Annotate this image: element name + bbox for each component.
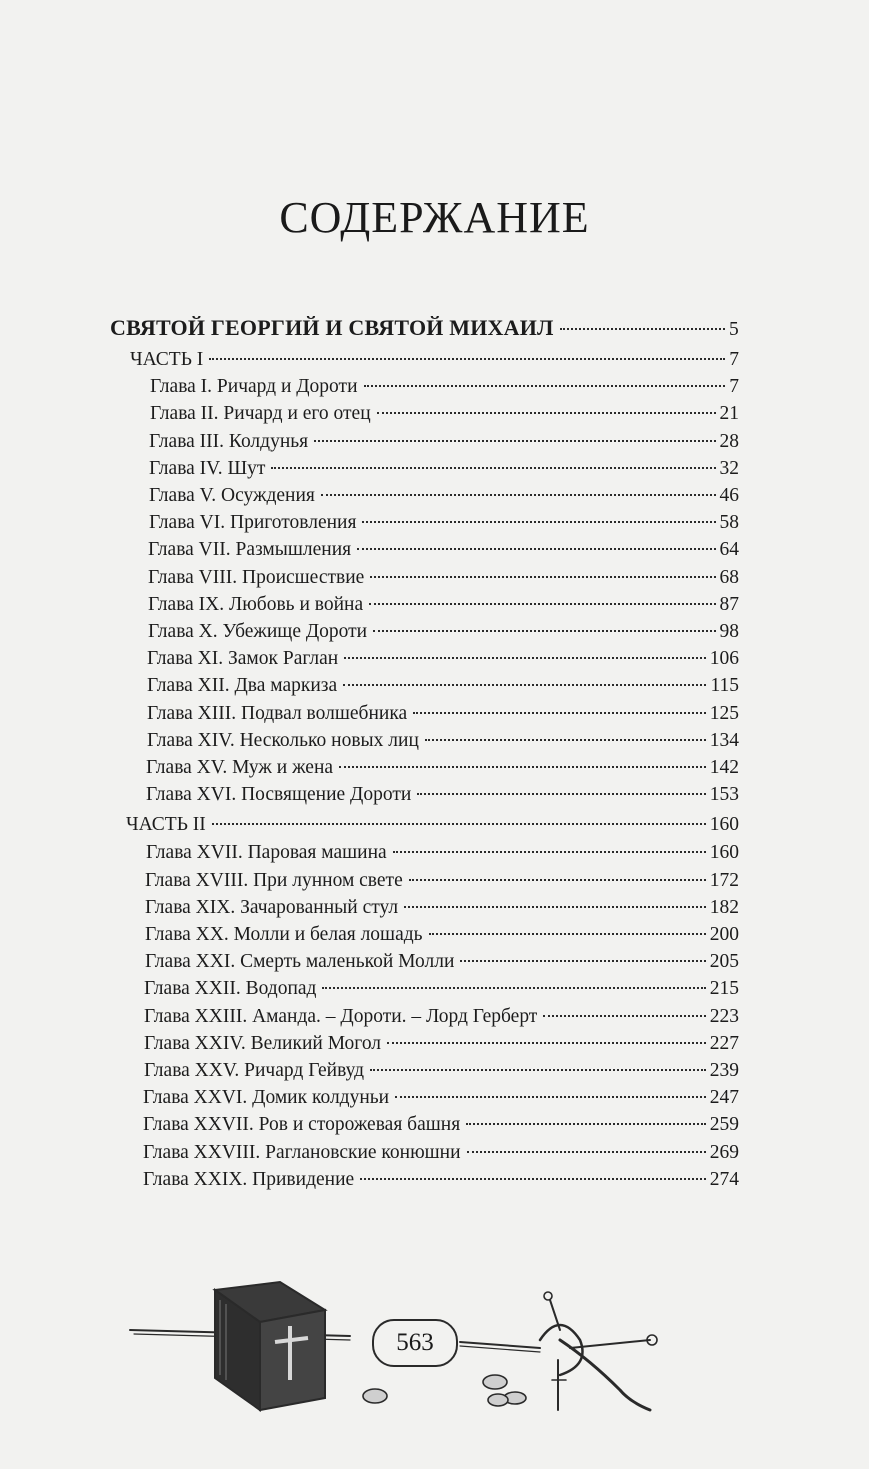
toc-chapter-entry	[144, 1032, 739, 1056]
toc-chapter-entry	[150, 375, 739, 399]
toc-entry-title: Глава V. Осуждения	[149, 485, 315, 506]
toc-entry-title: СВЯТОЙ ГЕОРГИЙ И СВЯТОЙ МИХАИЛ	[110, 315, 554, 340]
toc-entry-title: Глава VI. Приготовления	[149, 512, 357, 534]
toc-entry-title: Глава XXIX. Привидение	[143, 1168, 355, 1190]
dot-leader	[543, 1015, 705, 1017]
dot-leader	[364, 385, 726, 387]
dot-leader	[395, 1096, 706, 1098]
dot-leader	[370, 576, 715, 578]
dot-leader	[467, 1151, 706, 1153]
toc-entry-title: Глава VII. Размышления	[148, 539, 352, 561]
toc-entry-page: 68	[719, 566, 739, 588]
toc-entry-page: 227	[709, 1032, 739, 1054]
toc-chapter-entry	[147, 729, 739, 753]
toc-chapter-entry	[143, 1086, 739, 1110]
dot-leader	[209, 358, 725, 360]
toc-chapter-entry	[143, 1113, 739, 1137]
dot-leader	[377, 412, 716, 414]
toc-chapter-entry	[143, 1141, 739, 1165]
toc-entry-title: Глава XVII. Паровая машина	[146, 842, 387, 864]
dot-leader	[466, 1123, 706, 1125]
dot-leader	[413, 712, 706, 714]
dot-leader	[425, 739, 706, 741]
page-number: 563	[372, 1319, 458, 1367]
toc-chapter-entry	[148, 593, 739, 617]
toc-entry-page: 142	[709, 757, 739, 778]
toc-entry-page: 153	[709, 784, 739, 806]
toc-chapter-entry	[147, 702, 739, 726]
toc-entry-title: Глава XXIII. Аманда. – Дороти. – Лорд Герберт	[144, 1005, 538, 1027]
toc-chapter-entry	[149, 430, 739, 454]
dot-leader	[212, 823, 706, 825]
toc-entry-page: 7	[729, 376, 739, 398]
dot-leader	[344, 657, 706, 659]
toc-entry-page: 160	[709, 842, 739, 864]
toc-chapter-entry	[144, 1005, 739, 1029]
dot-leader	[560, 328, 725, 330]
toc-entry-page: 239	[709, 1060, 739, 1081]
toc-chapter-entry	[146, 841, 739, 865]
toc-entry-page: 5	[729, 319, 739, 340]
toc-chapter-entry	[147, 674, 739, 698]
toc-chapter-entry	[149, 457, 739, 481]
dot-leader	[409, 879, 706, 881]
dot-leader	[360, 1178, 706, 1180]
toc-entry-title: Глава X. Убежище Дороти	[148, 621, 368, 642]
dot-leader	[357, 548, 715, 550]
toc-entry-page: 205	[709, 951, 739, 973]
toc-chapter-entry	[148, 538, 739, 562]
toc-entry-page: 32	[719, 457, 739, 479]
toc-entry-title: Глава XII. Два маркиза	[147, 675, 338, 697]
book-icon	[215, 1282, 325, 1410]
toc-entry-page: 215	[709, 978, 739, 1000]
toc-entry-title: ЧАСТЬ I	[130, 349, 204, 370]
toc-chapter-entry	[145, 950, 739, 974]
toc-entry-title: Глава IX. Любовь и война	[148, 593, 364, 615]
toc-entry-page: 21	[719, 403, 739, 425]
page-title: СОДЕРЖАНИЕ	[279, 193, 590, 242]
toc-entry-title: Глава XXVIII. Раглановские конюшни	[143, 1141, 461, 1163]
dot-leader	[271, 467, 715, 469]
coins-icon	[363, 1375, 526, 1406]
toc-entry-page: 106	[709, 648, 739, 670]
toc-entry-title: Глава XIV. Несколько новых лиц	[147, 729, 419, 751]
toc-entry-title: ЧАСТЬ II	[126, 814, 206, 836]
dot-leader	[429, 933, 706, 935]
toc-entry-title: Глава IV. Шут	[149, 457, 266, 479]
dot-leader	[314, 440, 715, 442]
toc-entry-page: 98	[719, 621, 739, 642]
toc-entry-page: 247	[709, 1087, 739, 1109]
toc-entry-page: 46	[719, 485, 739, 506]
toc-entry-page: 125	[709, 702, 739, 724]
toc-entry-title: Глава III. Колдунья	[149, 430, 309, 452]
toc-entry-page: 134	[709, 729, 739, 751]
toc-entry-title: Глава XVIII. При лунном свете	[145, 869, 403, 891]
dot-leader	[393, 851, 706, 853]
toc-entry-title: Глава XV. Муж и жена	[146, 757, 334, 778]
toc-entry-page: 160	[709, 814, 739, 836]
toc-entry-title: Глава XXIV. Великий Могол	[144, 1032, 382, 1054]
toc-entry-title: Глава XXI. Смерть маленькой Молли	[145, 951, 455, 973]
toc-chapter-entry	[144, 1059, 739, 1083]
toc-entry-page: 58	[719, 512, 739, 534]
toc-chapter-entry	[149, 511, 739, 535]
toc-entry-page: 172	[709, 869, 739, 891]
toc-entry-page: 87	[719, 593, 739, 615]
toc-entry-title: Глава I. Ричард и Дороти	[150, 376, 358, 398]
toc-entry-page: 259	[709, 1114, 739, 1136]
toc-entry-title: Глава XXII. Водопад	[144, 978, 317, 1000]
dot-leader	[370, 1069, 706, 1071]
dot-leader	[417, 793, 705, 795]
toc-chapter-entry	[146, 756, 739, 780]
dot-leader	[373, 630, 715, 632]
toc-chapter-entry	[145, 869, 739, 893]
toc-entry-title: Глава VIII. Происшествие	[148, 566, 365, 588]
toc-part-entry	[130, 348, 739, 372]
toc-part-entry	[126, 813, 739, 837]
toc-entry-page: 274	[709, 1168, 739, 1190]
toc-entry-page: 200	[709, 924, 739, 945]
toc-entry-page: 7	[729, 349, 739, 370]
toc-book-entry	[110, 316, 739, 342]
toc-chapter-entry	[146, 783, 739, 807]
toc-entry-title: Глава XX. Молли и белая лошадь	[145, 924, 423, 945]
dot-leader	[322, 987, 705, 989]
toc-chapter-entry	[144, 977, 739, 1001]
toc-entry-page: 269	[709, 1141, 739, 1163]
dot-leader	[343, 684, 706, 686]
toc-entry-page: 115	[710, 675, 739, 697]
toc-chapter-entry	[150, 402, 739, 426]
dot-leader	[339, 766, 706, 768]
toc-entry-page: 223	[709, 1005, 739, 1027]
toc-chapter-entry	[149, 484, 739, 508]
toc-chapter-entry	[148, 566, 739, 590]
toc-entry-title: Глава XVI. Посвящение Дороти	[146, 784, 412, 806]
dot-leader	[387, 1042, 706, 1044]
dot-leader	[460, 960, 705, 962]
toc-chapter-entry	[148, 620, 739, 644]
dot-leader	[362, 521, 715, 523]
toc-chapter-entry	[143, 1168, 739, 1192]
toc-entry-title: Глава XIII. Подвал волшебника	[147, 702, 408, 724]
toc-entry-title: Глава XIX. Зачарованный стул	[145, 896, 399, 918]
toc-entry-title: Глава II. Ричард и его отец	[150, 403, 371, 425]
dot-leader	[369, 603, 715, 605]
toc-chapter-entry	[145, 896, 739, 920]
toc-chapter-entry	[145, 923, 739, 947]
toc-entry-title: Глава XI. Замок Раглан	[147, 648, 339, 670]
toc-entry-title: Глава XXVII. Ров и сторожевая башня	[143, 1114, 461, 1136]
toc-entry-title: Глава XXVI. Домик колдуньи	[143, 1087, 390, 1109]
dot-leader	[404, 906, 706, 908]
toc-entry-page: 28	[719, 430, 739, 452]
dot-leader	[321, 494, 716, 496]
toc-entry-page: 182	[709, 896, 739, 918]
toc-entry-title: Глава XXV. Ричард Гейвуд	[144, 1060, 365, 1081]
toc-chapter-entry	[147, 647, 739, 671]
toc-entry-page: 64	[719, 539, 739, 561]
